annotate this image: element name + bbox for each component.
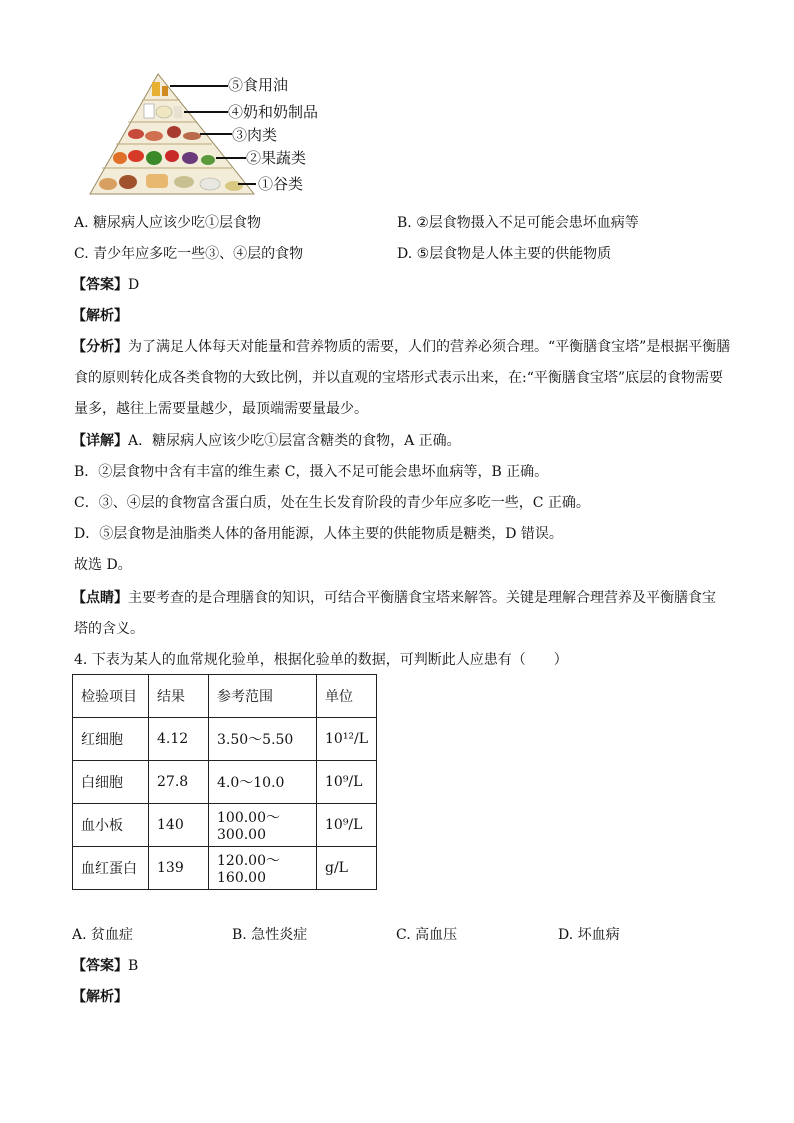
q3-option-a: A. 糖尿病人应该少吃①层食物 — [74, 215, 262, 231]
table-cell: 4.12 — [149, 718, 209, 761]
table-cell: 120.00～160.00 — [209, 847, 317, 890]
table-header-cell: 单位 — [317, 675, 377, 718]
table-row — [73, 761, 377, 804]
pyramid-label-oil: ⑤食用油 — [228, 76, 289, 94]
table-cell: 血红蛋白 — [73, 847, 149, 890]
pyramid-label-meat: ③肉类 — [232, 126, 278, 144]
q3-option-b: B. ②层食物摄入不足可能会患坏血病等 — [397, 215, 639, 231]
q4-option-a: A. 贫血症 — [72, 927, 134, 943]
table-cell: 140 — [149, 804, 209, 847]
q4-analysis-tag: 【解析】 — [72, 989, 128, 1005]
pyramid-label-grains: ①谷类 — [258, 175, 304, 193]
table-cell: 139 — [149, 847, 209, 890]
table-row — [73, 718, 377, 761]
table-cell: 红细胞 — [73, 718, 149, 761]
table-header-cell: 结果 — [149, 675, 209, 718]
table-cell: 27.8 — [149, 761, 209, 804]
q4-option-d: D. 坏血病 — [558, 927, 620, 943]
q4-answer-value: B — [128, 958, 139, 974]
q4-option-c: C. 高血压 — [396, 927, 458, 943]
q3-dianjing-line-2: 塔的含义。 — [74, 621, 144, 637]
q3-fenxi-tag: 【分析】 — [72, 339, 128, 355]
table-cell: g/L — [317, 847, 377, 890]
q3-answer-value: D — [128, 277, 140, 293]
q3-fenxi-text-1: 为了满足人体每天对能量和营养物质的需要，人们的营养必须合理。“平衡膳食宝塔”是根据平衡膳 — [128, 339, 731, 355]
table-cell: 100.00～300.00 — [209, 804, 317, 847]
table-row — [73, 847, 377, 890]
pyramid-label-dairy: ④奶和奶制品 — [228, 103, 319, 121]
q3-answer — [72, 276, 139, 294]
table-cell: 白细胞 — [73, 761, 149, 804]
q3-xiangjie-line-a — [72, 432, 461, 450]
q4-answer — [72, 957, 138, 975]
q3-dianjing-text-1: 主要考查的是合理膳食的知识，可结合平衡膳食宝塔来解答。关键是理解合理营养及平衡膳食宝 — [128, 590, 716, 606]
table-cell: 10⁹/L — [317, 761, 377, 804]
q3-fenxi-line-1 — [72, 338, 730, 356]
q3-xiangjie-tag: 【详解】 — [72, 433, 128, 449]
q3-answer-tag: 【答案】 — [72, 277, 128, 293]
q3-xiangjie-line-b: B．②层食物中含有丰富的维生素 C，摄入不足可能会患坏血病等，B 正确。 — [74, 464, 549, 480]
q4-option-b: B. 急性炎症 — [232, 927, 308, 943]
q4-answer-tag: 【答案】 — [72, 958, 128, 974]
table-cell: 4.0～10.0 — [209, 761, 317, 804]
pyramid-label-fruits-vegetables: ②果蔬类 — [246, 149, 307, 167]
q3-fenxi-line-2: 食的原则转化成各类食物的大致比例，并以直观的宝塔形式表示出来，在:“平衡膳食宝塔”底层的食物需要 — [74, 370, 724, 386]
blood-test-table — [72, 674, 377, 890]
q3-conclusion: 故选 D。 — [74, 557, 132, 573]
q3-analysis-tag: 【解析】 — [72, 308, 128, 324]
q4-stem: 4. 下表为某人的血常规化验单，根据化验单的数据，可判断此人应患有（ ） — [74, 652, 568, 668]
table-cell: 10¹²/L — [317, 718, 377, 761]
table-cell: 3.50～5.50 — [209, 718, 317, 761]
q3-fenxi-line-3: 量多，越往上需要量越少，最顶端需要量最少。 — [74, 401, 368, 417]
table-header-cell: 检验项目 — [73, 675, 149, 718]
table-row — [73, 804, 377, 847]
q3-dianjing-line-1 — [72, 589, 716, 607]
q3-option-c: C. 青少年应多吃一些③、④层的食物 — [74, 246, 304, 262]
table-header-row — [73, 675, 377, 718]
q3-xiangjie-line-d: D．⑤层食物是油脂类人体的备用能源，人体主要的供能物质是糖类，D 错误。 — [74, 526, 563, 542]
q3-option-d: D. ⑤层食物是人体主要的供能物质 — [397, 246, 612, 262]
table-cell: 10⁹/L — [317, 804, 377, 847]
q3-dianjing-tag: 【点睛】 — [72, 590, 128, 606]
table-header-cell: 参考范围 — [209, 675, 317, 718]
q3-xiangjie-text-a: A．糖尿病人应该少吃①层富含糖类的食物，A 正确。 — [128, 433, 461, 449]
q3-xiangjie-line-c: C．③、④层的食物富含蛋白质，处在生长发育阶段的青少年应多吃一些，C 正确。 — [74, 495, 590, 511]
table-cell: 血小板 — [73, 804, 149, 847]
